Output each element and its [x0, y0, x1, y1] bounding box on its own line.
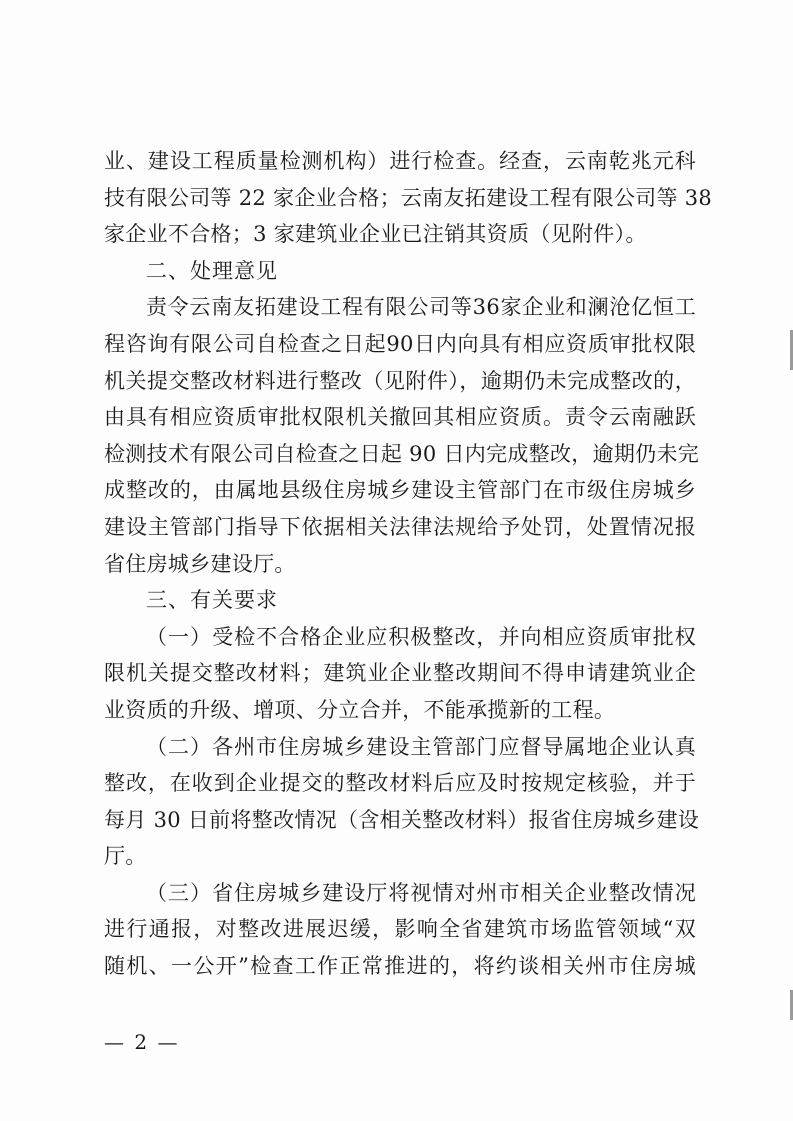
paragraph-line: 技有限公司等 22 家企业合格；云南友拓建设工程有限公司等 38: [104, 185, 713, 210]
section-heading-requirements: 三、有关要求: [146, 588, 278, 613]
paragraph-line: 厅。: [104, 844, 147, 869]
paragraph-line: 每月 30 日前将整改情况（含相关整改材料）报省住房城乡建设: [104, 807, 700, 832]
paragraph-line: 家企业不合格；3 家建筑业企业已注销其资质（见附件）。: [104, 222, 647, 247]
paragraph-line: （三）省住房城乡建设厅将视情对州市相关企业整改情况: [146, 880, 696, 905]
document-body: [104, 143, 713, 985]
paragraph-line: 由具有相应资质审批权限机关撤回其相应资质。责令云南融跃: [104, 405, 696, 430]
section-heading-handling-opinion: 二、处理意见: [146, 258, 278, 283]
paragraph-line: （二）各州市住房城乡建设主管部门应督导属地企业认真: [146, 734, 696, 759]
paragraph-line: 省住房城乡建设厅。: [104, 551, 296, 576]
paragraph-line: 限机关提交整改材料；建筑业企业整改期间不得申请建筑业企: [104, 661, 696, 686]
paragraph-line: 进行通报，对整改进展迟缓，影响全省建筑市场监管领域“双: [104, 917, 696, 942]
paragraph-line: 程咨询有限公司自检查之日起90日内向具有相应资质审批权限: [104, 331, 696, 356]
paragraph-line: 机关提交整改材料进行整改（见附件），逾期仍未完成整改的，: [104, 368, 696, 393]
paragraph-line: 整改，在收到企业提交的整改材料后应及时按规定核验，并于: [104, 771, 696, 796]
page-number: — 2 —: [104, 1030, 180, 1054]
paragraph-line: （一）受检不合格企业应积极整改，并向相应资质审批权: [146, 624, 696, 649]
paragraph-line: 业、建设工程质量检测机构）进行检查。经查，云南乾兆元科: [104, 149, 696, 173]
paragraph-line: 检测技术有限公司自检查之日起 90 日内完成整改，逾期仍未完: [104, 441, 700, 466]
paragraph-line: 建设主管部门指导下依据相关法律法规给予处罚，处置情况报: [104, 514, 696, 539]
paragraph-line: 随机、一公开”检查工作正常推进的，将约谈相关州市住房城: [104, 954, 696, 979]
paragraph-line: 业资质的升级、增项、分立合并，不能承揽新的工程。: [104, 697, 616, 722]
paragraph-line: 责令云南友拓建设工程有限公司等36家企业和澜沧亿恒工: [146, 295, 696, 320]
paragraph-line: 成整改的，由属地县级住房城乡建设主管部门在市级住房城乡: [104, 478, 696, 503]
